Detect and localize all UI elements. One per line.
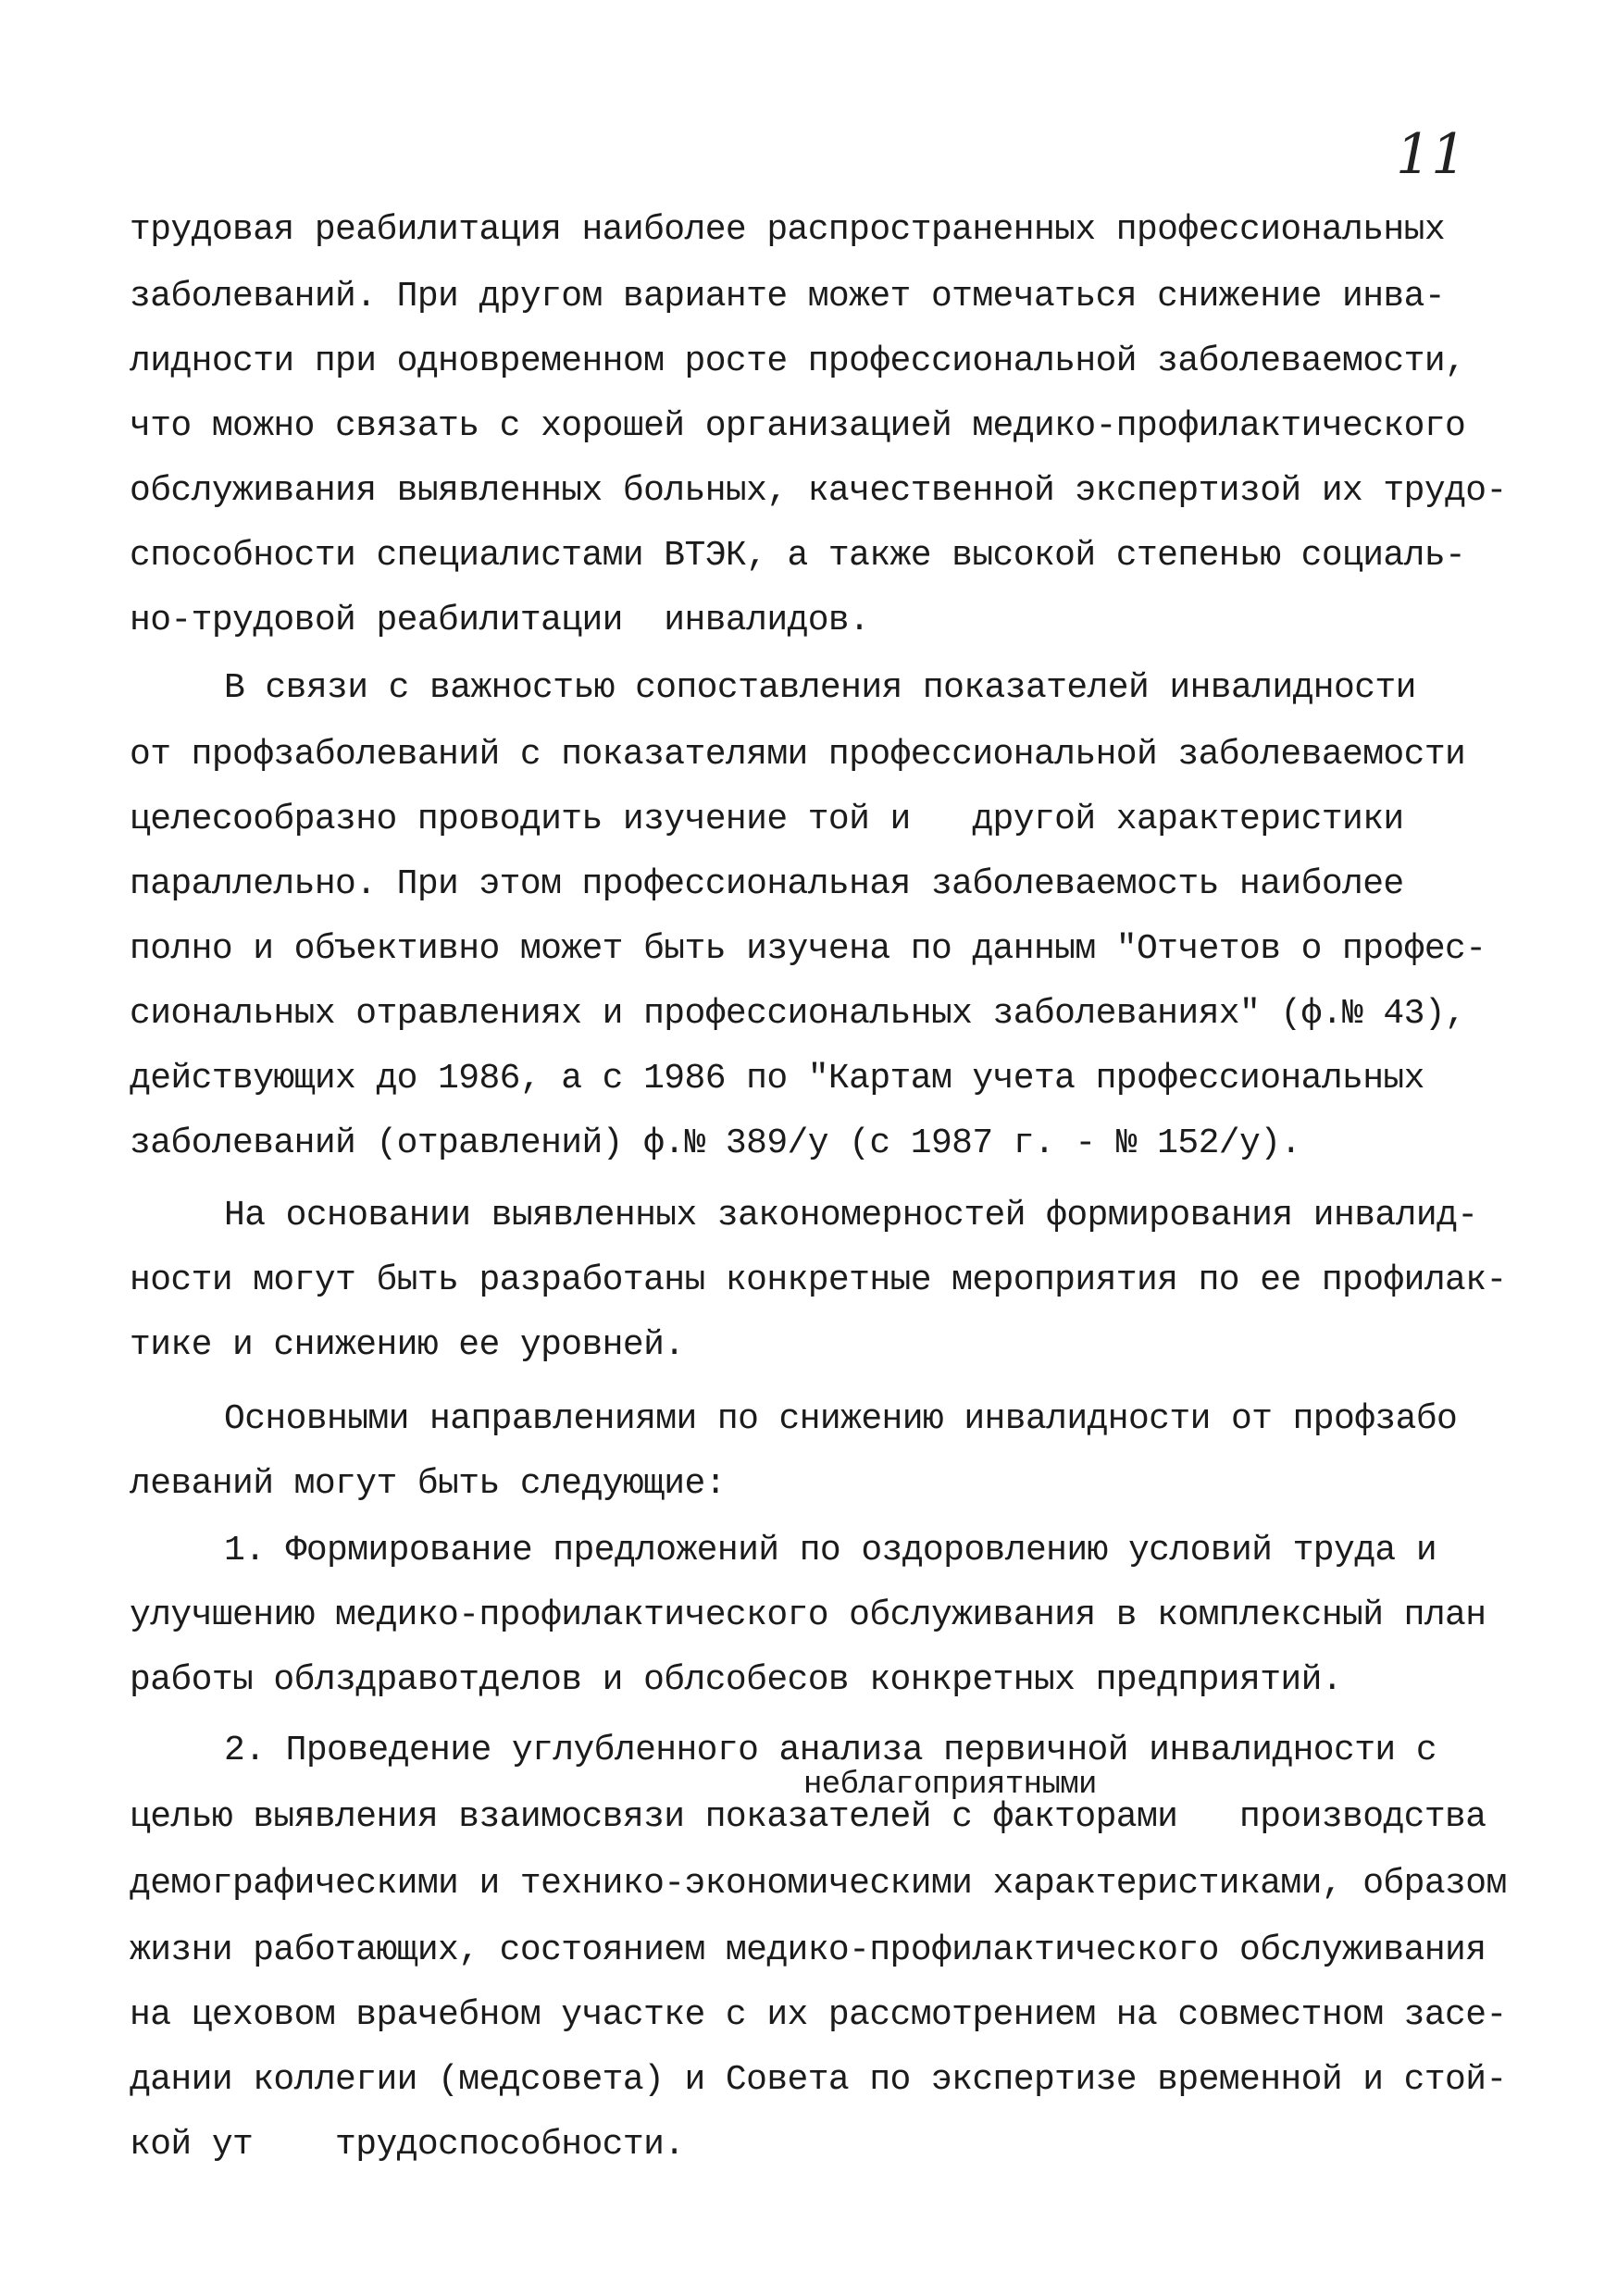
text-line: тике и снижению ее уровней. [130, 1325, 685, 1365]
text-line: что можно связать с хорошей организацией медико-профилактического [130, 406, 1466, 446]
text-line: Основными направлениями по снижению инвалидности от профзабо [224, 1399, 1458, 1439]
text-line: способности специалистами ВТЭК, а также высокой степенью социаль- [130, 536, 1466, 576]
handwritten-insertion: неблагоприятными [803, 1768, 1097, 1803]
text-line: от профзаболеваний с показателями профессиональной заболеваемости [130, 735, 1466, 775]
text-line: улучшению медико-профилактического обслуживания в комплексный план [130, 1595, 1486, 1635]
text-line: параллельно. При этом профессиональная заболеваемость наиболее [130, 864, 1404, 904]
text-line: заболеваний (отравлений) ф.№ 389/у (с 1987 г. - № 152/у). [130, 1123, 1301, 1163]
text-line: лидности при одновременном росте профессиональной заболеваемости, [130, 341, 1466, 381]
text-line: действующих до 1986, а с 1986 по "Картам учета профессиональных [130, 1059, 1424, 1098]
text-line: жизни работающих, состоянием медико-профилактического обслуживания [130, 1930, 1486, 1970]
text-line: кой ут трудоспособности. [130, 2125, 685, 2165]
page-number: 11 [1396, 122, 1467, 187]
text-line: целью выявления взаимосвязи показателей с факторами производства [130, 1797, 1486, 1837]
text-line: 2. Проведение углубленного анализа первичной инвалидности с [224, 1731, 1437, 1770]
text-line: 1. Формирование предложений по оздоровлению условий труда и [224, 1531, 1437, 1570]
text-line: сиональных отравлениях и профессиональных заболеваниях" (ф.№ 43), [130, 994, 1466, 1034]
text-line: на цеховом врачебном участке с их рассмотрением на совместном засе- [130, 1995, 1507, 2035]
text-line: но-трудовой реабилитации инвалидов. [130, 601, 870, 640]
text-line: целесообразно проводить изучение той и другой характеристики [130, 800, 1404, 839]
text-line: заболеваний. При другом варианте может отмечаться снижение инва- [130, 277, 1446, 316]
text-line: демографическими и технико-экономическими характеристиками, образом [130, 1864, 1507, 1904]
text-line: обслуживания выявленных больных, качественной экспертизой их трудо- [130, 471, 1507, 511]
text-line: леваний могут быть следующие: [130, 1464, 726, 1504]
text-line: полно и объективно может быть изучена по данным "Отчетов о профес- [130, 929, 1486, 969]
text-line: трудовая реабилитация наиболее распространенных профессиональных [130, 210, 1446, 250]
text-line: дании коллегии (медсовета) и Совета по экспертизе временной и стой- [130, 2060, 1507, 2100]
text-line: В связи с важностью сопоставления показателей инвалидности [224, 668, 1416, 708]
text-line: работы облздравотделов и облсобесов конкретных предприятий. [130, 1660, 1343, 1700]
text-line: ности могут быть разработаны конкретные мероприятия по ее профилак- [130, 1260, 1507, 1300]
text-line: На основании выявленных закономерностей формирования инвалид- [224, 1196, 1478, 1235]
